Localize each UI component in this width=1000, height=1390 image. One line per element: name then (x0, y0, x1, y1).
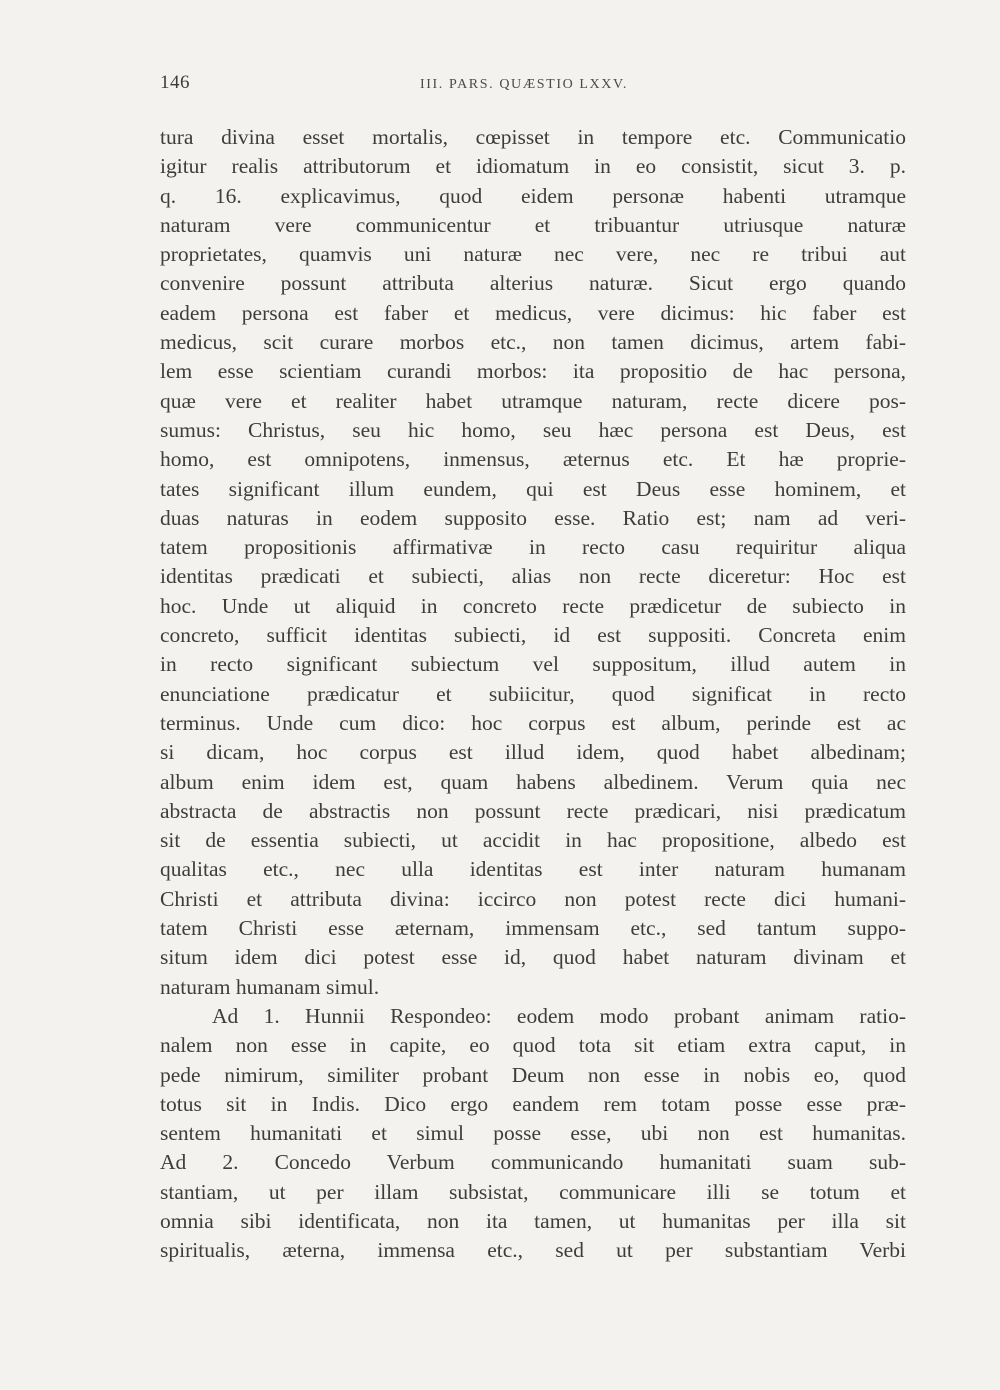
text-line: sit de essentia subiecti, ut accidit in hac propositione, albedo est (160, 828, 906, 853)
text-line: in recto significant subiectum vel suppositum, illud autem in (160, 652, 906, 677)
text-line: stantiam, ut per illam subsistat, communicare illi se totum et (160, 1179, 906, 1204)
text-line: omnia sibi identificata, non ita tamen, ut humanitas per illa sit (160, 1208, 906, 1233)
text-line: tatem propositionis affirmativæ in recto casu requiritur aliqua (160, 535, 906, 560)
text-line: naturam vere communicentur et tribuantur utriusque naturæ (160, 212, 906, 237)
running-head: III. PARS. QUÆSTIO LXXV. (420, 77, 628, 92)
text-line: enunciatione prædicatur et subiicitur, quod significat in recto (160, 681, 906, 706)
text-line: naturam humanam simul. (160, 974, 380, 999)
text-line: pede nimirum, similiter probant Deum non esse in nobis eo, quod (160, 1062, 906, 1087)
page-number: 146 (160, 72, 190, 93)
text-line: Christi et attributa divina: iccirco non potest recte dici humani- (160, 886, 906, 911)
text-line: sentem humanitati et simul posse esse, ubi non est humanitas. (160, 1121, 906, 1146)
text-line: identitas prædicati et subiecti, alias non recte diceretur: Hoc est (160, 564, 906, 589)
text-line: sumus: Christus, seu hic homo, seu hæc persona est Deus, est (160, 417, 906, 442)
text-line: tura divina esset mortalis, cœpisset in tempore etc. Communicatio (160, 125, 906, 149)
text-line: medicus, scit curare morbos etc., non tamen dicimus, artem fabi- (160, 330, 906, 355)
text-line: proprietates, quamvis uni naturæ nec vere, nec re tribui aut (160, 242, 906, 267)
text-line: Ad 1. Hunnii Respondeo: eodem modo probant animam ratio- (212, 1003, 906, 1028)
text-line: eadem persona est faber et medicus, vere dicimus: hic faber est (160, 300, 906, 325)
text-line: totus sit in Indis. Dico ergo eandem rem totam posse esse præ- (160, 1091, 906, 1116)
text-line: igitur realis attributorum et idiomatum in eo consistit, sicut 3. p. (160, 154, 906, 179)
text-line: lem esse scientiam curandi morbos: ita propositio de hac persona, (160, 359, 906, 384)
body-text (160, 123, 906, 1266)
text-line: terminus. Unde cum dico: hoc corpus est album, perinde est ac (160, 710, 906, 735)
text-line: tatem Christi esse æternam, immensam etc., sed tantum suppo- (160, 916, 906, 941)
text-line: spiritualis, æterna, immensa etc., sed ut per substantiam Verbi (160, 1238, 906, 1263)
text-line: Ad 2. Concedo Verbum communicando humanitati suam sub- (160, 1150, 906, 1175)
text-line: homo, est omnipotens, inmensus, æternus etc. Et hæ proprie- (160, 447, 906, 472)
text-line: hoc. Unde ut aliquid in concreto recte prædicetur de subiecto in (160, 593, 906, 618)
text-line: duas naturas in eodem supposito esse. Ratio est; nam ad veri- (160, 505, 906, 530)
text-line: convenire possunt attributa alterius naturæ. Sicut ergo quando (160, 271, 906, 296)
text-line: album enim idem est, quam habens albedinem. Verum quia nec (160, 769, 906, 794)
text-line: tates significant illum eundem, qui est Deus esse hominem, et (160, 476, 906, 501)
text-line: si dicam, hoc corpus est illud idem, quod habet albedinam; (160, 740, 906, 765)
text-line: qualitas etc., nec ulla identitas est inter naturam humanam (160, 857, 906, 882)
text-line: abstracta de abstractis non possunt recte prædicari, nisi prædicatum (160, 798, 906, 823)
text-line: quæ vere et realiter habet utramque naturam, recte dicere pos- (160, 388, 906, 413)
text-line: q. 16. explicavimus, quod eidem personæ habenti utramque (160, 183, 906, 208)
text-line: situm idem dici potest esse id, quod habet naturam divinam et (160, 945, 906, 970)
text-line: concreto, sufficit identitas subiecti, id est suppositi. Concreta enim (160, 623, 906, 648)
text-line: nalem non esse in capite, eo quod tota sit etiam extra caput, in (160, 1033, 906, 1058)
